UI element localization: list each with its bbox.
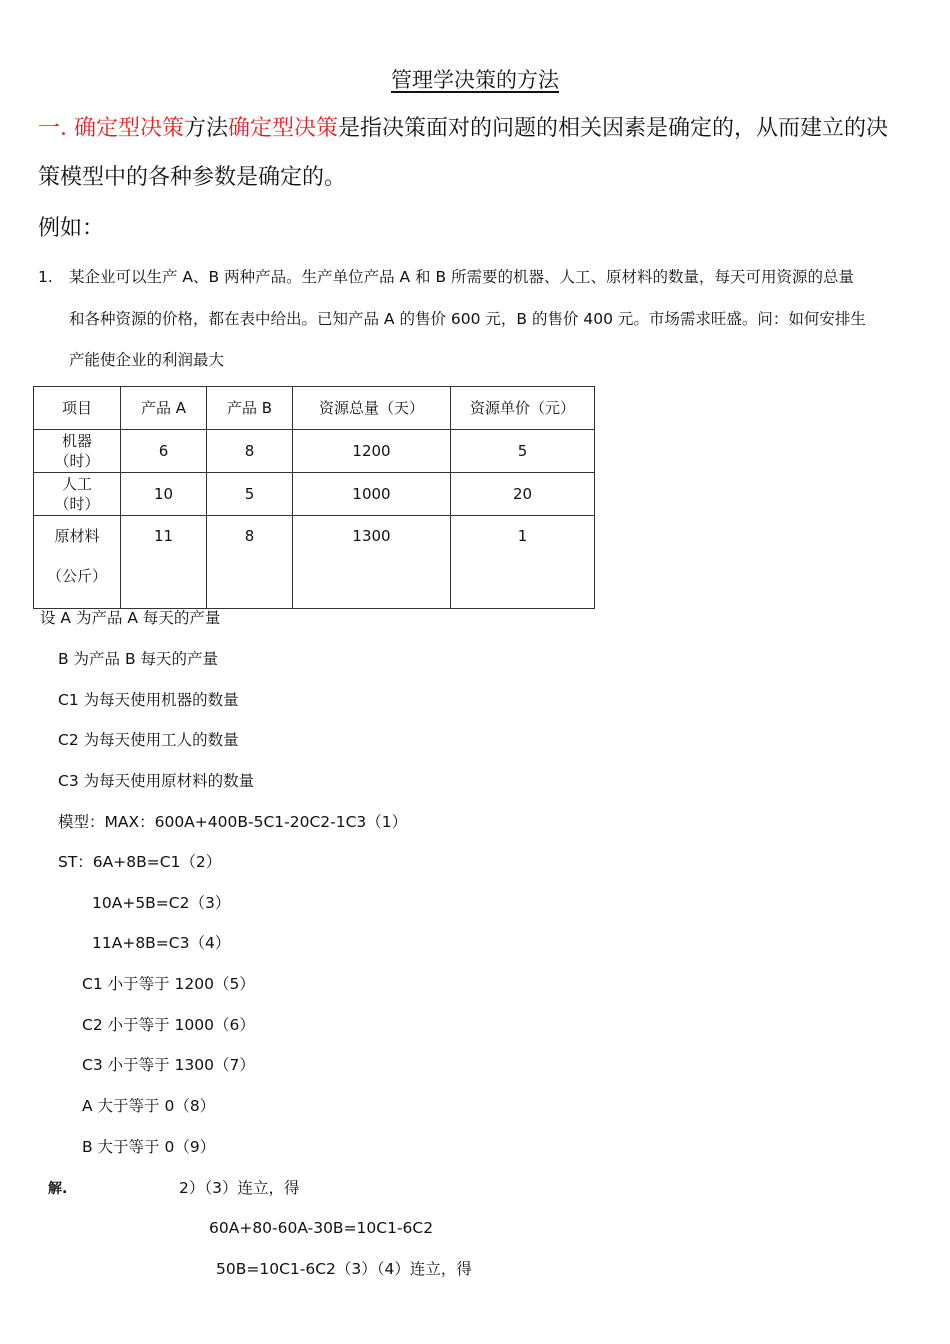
problem-line-3: 产能使企业的利润最大 xyxy=(69,351,225,369)
definition-c3: C3 为每天使用原材料的数量 xyxy=(58,772,255,790)
definition-b: B 为产品 B 每天的产量 xyxy=(58,650,219,668)
problem-line-1: 某企业可以生产 A、B 两种产品。生产单位产品 A 和 B 所需要的机器、人工、原材料的数量，每天可用资源的总量 xyxy=(69,268,855,286)
section-number: 一. xyxy=(38,116,67,141)
header-cell-total: 资源总量（天） xyxy=(293,387,451,430)
constraint-7: C3 小于等于 1300（7） xyxy=(82,1056,255,1074)
constraint-8: A 大于等于 0（8） xyxy=(82,1097,216,1115)
constraint-9: B 大于等于 0（9） xyxy=(82,1138,216,1156)
table-cell: 1000 xyxy=(293,473,451,516)
term-certain-decision-repeat: 确定型决策 xyxy=(228,116,339,141)
row-label-unit: （时） xyxy=(54,495,100,513)
example-label: 例如： xyxy=(38,216,105,241)
table-cell: 8 xyxy=(207,430,293,473)
definition-a: 设 A 为产品 A 每天的产量 xyxy=(40,609,221,627)
constraint-st: ST：6A+8B=C1（2） xyxy=(58,853,222,871)
table-cell: 1 xyxy=(451,516,595,609)
page-title: 管理学决策的方法 xyxy=(391,68,559,92)
solution-label: 解. xyxy=(48,1181,68,1197)
model-objective: 模型：MAX：600A+400B-5C1-20C2-1C3（1） xyxy=(58,813,408,831)
row-label-labor xyxy=(34,473,121,516)
problem-number: 1. xyxy=(38,268,53,286)
definition-c2: C2 为每天使用工人的数量 xyxy=(58,731,239,749)
constraint-4: 11A+8B=C3（4） xyxy=(92,934,231,952)
term-certain-decision: 确定型决策 xyxy=(74,116,185,141)
resource-table xyxy=(33,386,595,609)
table-header-row xyxy=(34,387,595,430)
row-label-unit: （公斤） xyxy=(46,567,107,585)
heading-method-word: 方法 xyxy=(184,116,229,141)
row-label-machine xyxy=(34,430,121,473)
table-cell: 1300 xyxy=(293,516,451,609)
header-cell-product-a: 产品 A xyxy=(121,387,207,430)
header-cell-item: 项目 xyxy=(34,387,121,430)
row-label-spacer xyxy=(34,546,120,566)
row-label-top: 原材料 xyxy=(54,527,100,545)
table-cell: 5 xyxy=(451,430,595,473)
problem-line-2: 和各种资源的价格，都在表中给出。已知产品 A 的售价 600 元，B 的售价 400 元。市场需求旺盛。问：如何安排生 xyxy=(69,310,866,328)
row-label-top: 机器 xyxy=(61,432,92,450)
table-cell: 20 xyxy=(451,473,595,516)
constraint-6: C2 小于等于 1000（6） xyxy=(82,1016,255,1034)
header-cell-product-b: 产品 B xyxy=(207,387,293,430)
header-cell-unit-price: 资源单价（元） xyxy=(451,387,595,430)
table-cell: 5 xyxy=(207,473,293,516)
section-heading-line-1 xyxy=(38,114,888,144)
table-cell: 6 xyxy=(121,430,207,473)
solution-equation-2: 50B=10C1-6C2（3）（4）连立，得 xyxy=(216,1260,472,1278)
table-cell: 1200 xyxy=(293,430,451,473)
table-cell: 11 xyxy=(121,516,207,609)
row-label-unit: （时） xyxy=(54,452,100,470)
solution-equation-1: 60A+80-60A-30B=10C1-6C2 xyxy=(209,1219,434,1237)
section-heading-line-2: 策模型中的各种参数是确定的。 xyxy=(38,165,347,190)
constraint-3: 10A+5B=C2（3） xyxy=(92,894,231,912)
heading-definition-text: 是指决策面对的问题的相关因素是确定的，从而建立的决 xyxy=(338,116,889,141)
row-label-material xyxy=(34,516,121,609)
table-row xyxy=(34,473,595,516)
row-label-top: 人工 xyxy=(61,475,92,493)
solution-step-1: 2）（3）连立，得 xyxy=(179,1179,300,1197)
table-cell: 8 xyxy=(207,516,293,609)
table-row xyxy=(34,430,595,473)
table-cell: 10 xyxy=(121,473,207,516)
constraint-5: C1 小于等于 1200（5） xyxy=(82,975,255,993)
definition-c1: C1 为每天使用机器的数量 xyxy=(58,691,239,709)
table-row xyxy=(34,516,595,609)
